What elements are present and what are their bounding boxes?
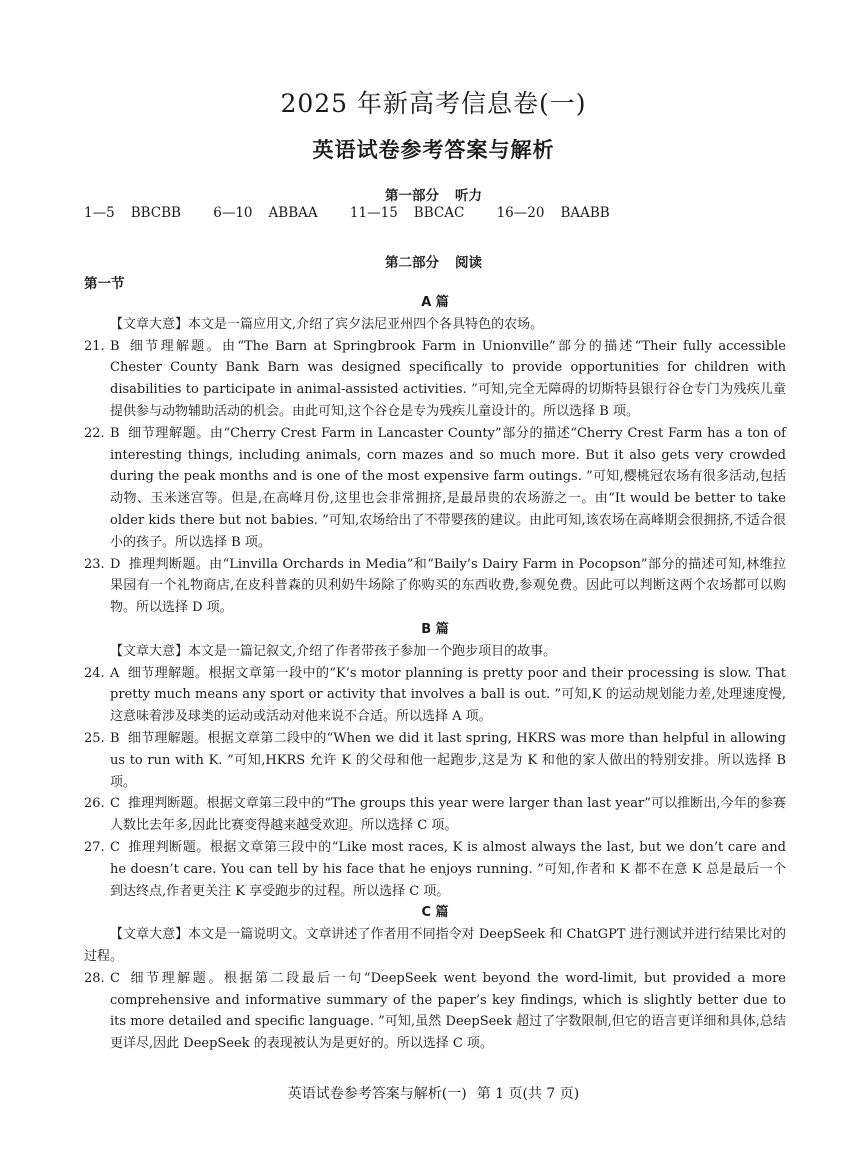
question-number: 27. [84,839,105,855]
answer-keys: BAABB [560,205,610,221]
answer-keys: BBCAC [413,205,465,221]
answer-group [350,205,464,221]
part2-heading [0,251,867,271]
question-text: 推理判断题。根据文章第三段中的“The groups this year were larger than last year”可以推断出,今年的参赛人数比去年多,因此比赛变得越来越受欢迎。所以选择 C 项。 [110,796,786,834]
answer-group [84,205,181,221]
part1-heading-label: 第一部分 [385,188,439,204]
question-number: 25. [84,730,105,746]
question-text: 细节理解题。由“The Barn at Springbrook Farm in Unionville”部分的描述“Their fully accessible Chester County Bank Barn was designed specifically to provide opportunities for children with disabilities to participate in animal-assisted activities. ”可知,完全无障碍的切斯特县银行谷仓专门为残疾儿童提供参与动物辅助活动的机会。由此可知,这个谷仓是专为残疾儿童设计的。所以选择 B 项。 [110,338,786,419]
question-text: 推理判断题。根据文章第三段中的“Like most races, K is almost always the last, but we don’t care and he doesn’t care. You can tell by his face that he enjoys running. ”可知,作者和 K 都不在意 K 总是最后一个到达终点,作者更关注 K 享受跑步的过程。所以选择 C 项。 [110,839,786,899]
question-answer: B [110,425,120,441]
question-answer: C [110,796,120,812]
footer-page-number: 第 1 页(共 7 页) [476,1086,580,1102]
question-text: 细节理解题。由“Cherry Crest Farm in Lancaster County”部分的描述“Cherry Crest Farm has a ton of interesting things, including animals, corn mazes and so much more. But it also gets very crowded during the peak months and is one of the most expensive farm outings. ”可知,樱桃冠农场有很多活动,包括动物、玉米迷宫等。但是,在高峰月份,这里也会非常拥挤,是最昂贵的农场游之一。由“It would be better to take older kids there but not babies. ”可知,农场给出了不带婴孩的建议。由此可知,该农场在高峰期会很拥挤,不适合很小的孩子。所以选择 B 项。 [110,425,786,550]
question-number: 22. [84,425,105,441]
answer-range: 1—5 [84,205,115,221]
question-answer: A [110,665,120,681]
answer-group [497,205,610,221]
question-number: 28. [84,970,105,986]
question-explanation [84,336,786,423]
question-answer: D [110,556,121,572]
passage-summary: 【文章大意】本文是一篇应用文,介绍了宾夕法尼亚州四个各具特色的农场。 [110,316,544,332]
question-explanation [84,837,786,902]
question-explanation [84,554,786,619]
section-label: 第一节 [84,276,125,292]
question-answer: C [110,839,120,855]
part2-heading-label: 第二部分 [385,255,439,271]
page-subtitle: 英语试卷参考答案与解析 [312,138,555,162]
question-text: 推理判断题。由“Linvilla Orchards in Media”和“Baily’s Dairy Farm in Pocopson”部分的描述可知,林维拉果园有一个礼物商店,在皮科普森的贝利奶牛场除了你购买的东西收费,参观免费。因此可以判断这两个农场都可以购物。所以选择 D 项。 [110,556,786,616]
question-answer: B [110,730,120,746]
question-answer: C [110,970,120,986]
passage-title: B 篇 [421,621,449,637]
listening-answers [84,205,804,221]
answer-range: 6—10 [213,205,253,221]
page-footer [0,1083,867,1103]
question-text: 细节理解题。根据文章第二段中的“When we did it last spring, HKRS was more than helpful in allowing us to run with K. ”可知,HKRS 允许 K 的父母和他一起跑步,这是为 K 和他的家人做出的特别安排。所以选择 B 项。 [110,730,786,790]
passage-title: A 篇 [421,295,449,310]
question-text: 细节理解题。根据第二段最后一句“DeepSeek went beyond the word-limit, but provided a more comprehensive and informative summary of the paper’s key findings, which is slightly better due to its more detailed and specific language. ”可知,虽然 DeepSeek 超过了字数限制,但它的语言更详细和具体,总结更详尽,因此 DeepSeek 的表现被认为是更好的。所以选择 C 项。 [110,970,786,1052]
question-text: 细节理解题。根据文章第一段中的“K’s motor planning is pretty poor and their processing is slow. That pretty much means any sport or activity that involves a ball is out. ”可知,K 的运动规划能力差,处理速度慢,这意味着涉及球类的运动或活动对他来说不合适。所以选择 A 项。 [110,665,786,725]
answer-keys: BBCBB [130,205,181,221]
question-explanation [84,663,786,728]
question-answer: B [110,338,120,354]
question-explanation [84,793,786,837]
question-explanation [84,968,786,1055]
answer-keys: ABBAA [268,205,318,221]
footer-doc-name: 英语试卷参考答案与解析(一) [287,1086,467,1102]
passage-summary: 【文章大意】本文是一篇记叙文,介绍了作者带孩子参加一个跑步项目的故事。 [110,643,557,659]
question-number: 23. [84,556,105,572]
question-explanation [84,423,786,554]
question-number: 21. [84,338,105,354]
reading-explanations [84,292,786,1055]
question-number: 26. [84,796,105,812]
part1-heading [0,184,867,204]
question-number: 24. [84,665,105,681]
answer-range: 11—15 [349,205,398,221]
passage-summary: 【文章大意】本文是一篇说明文。文章讲述了作者用不同指令对 DeepSeek 和 ChatGPT 进行测试并进行结果比对的过程。 [84,927,786,964]
answer-range: 16—20 [496,205,545,221]
part2-heading-topic: 阅读 [455,255,482,271]
passage-title: C 篇 [421,905,449,921]
question-explanation [84,728,786,793]
page-title: 2025 年新高考信息卷(一) [280,89,587,118]
part1-heading-topic: 听力 [455,188,482,204]
answer-group [213,205,317,221]
